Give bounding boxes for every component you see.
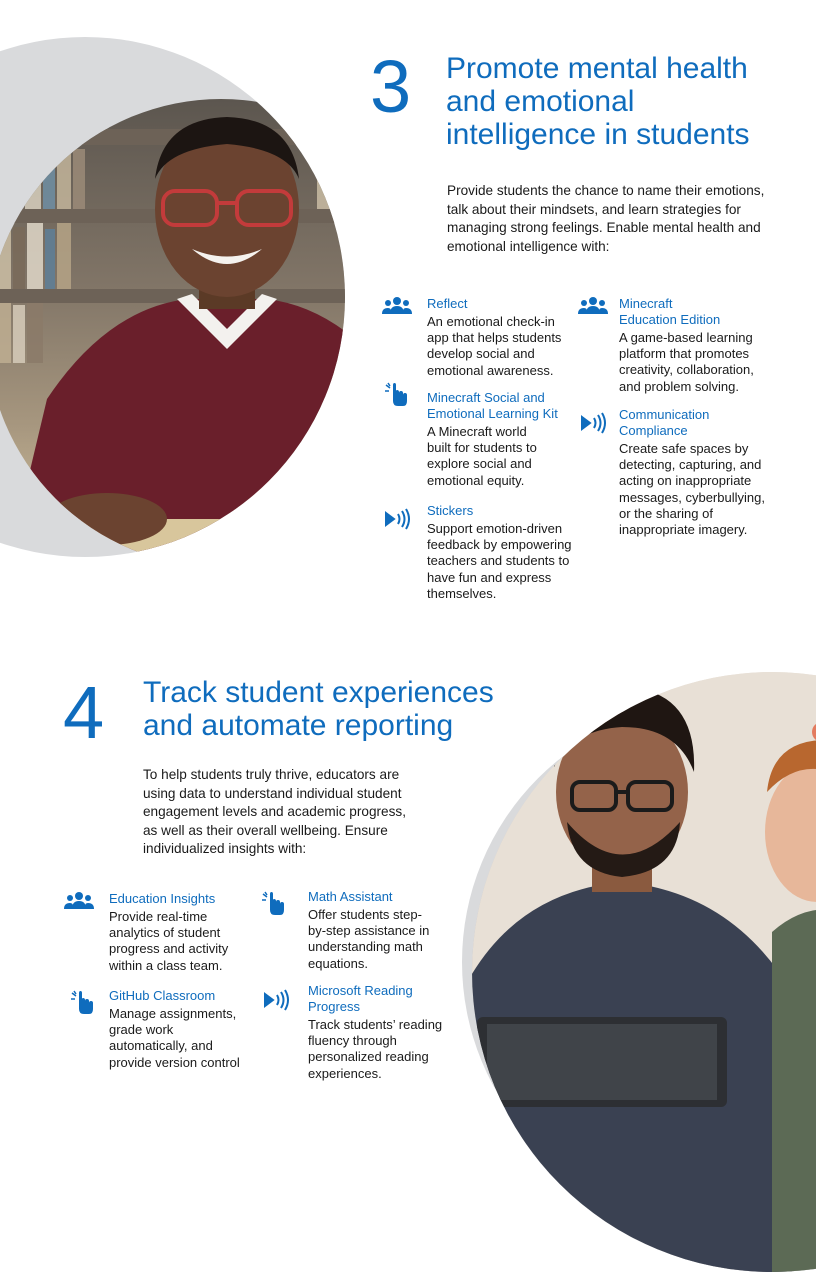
feature-reflect: [382, 296, 582, 379]
feature-description: Offer students step-by-step assistance in understanding math equations.: [308, 907, 430, 971]
speaker-waves-icon: [261, 989, 291, 1013]
speaker-waves-icon: [578, 412, 608, 436]
teacher-student-photo: [472, 672, 816, 1272]
feature-communication-compliance: [578, 407, 798, 538]
hand-pointer-icon: [70, 990, 100, 1014]
feature-description: Track students’ reading fluency through personalized reading experiences.: [308, 1017, 443, 1081]
hand-pointer-icon: [261, 891, 291, 915]
student-photo: [0, 37, 345, 557]
speaker-waves-icon: [382, 508, 412, 532]
feature-title: Minecraft Social and Emotional Learning Kit: [427, 390, 558, 421]
teacher-illustration: [472, 672, 816, 1272]
feature-description: An emotional check-in app that helps students develop social and emotional awareness.: [427, 314, 562, 378]
feature-title: Math Assistant: [308, 889, 393, 904]
feature-minecraft-education: [578, 296, 778, 395]
feature-math-assistant: [261, 889, 461, 972]
feature-education-insights: [64, 891, 264, 974]
feature-title: Microsoft Reading Progress: [308, 983, 413, 1014]
feature-description: Provide real-time analytics of student progress and activity within a class team.: [109, 909, 229, 973]
section-3-number: 3: [370, 45, 412, 128]
feature-title: Stickers: [427, 503, 474, 518]
feature-github-classroom: [64, 988, 264, 1071]
feature-description: Manage assignments, grade work automatically, and provide version control: [109, 1006, 240, 1070]
people-icon: [578, 296, 608, 320]
feature-title: GitHub Classroom: [109, 988, 216, 1003]
section-3-heading: Promote mental health and emotional intelligence in students: [446, 52, 750, 151]
feature-stickers: [382, 503, 582, 602]
feature-title: Education Insights: [109, 891, 216, 906]
feature-title: Reflect: [427, 296, 468, 311]
feature-description: A Minecraft world built for students to explore social and emotional equity.: [427, 424, 537, 488]
section-3-intro: Provide students the chance to name their emotions, talk about their mindsets, and learn strategies for managing strong feelings. Enable mental health and emotional intelligence with:: [447, 183, 765, 254]
section-4-number: 4: [63, 671, 105, 754]
feature-minecraft-sel-kit: [382, 390, 582, 489]
people-icon: [382, 296, 412, 320]
feature-title: Communication Compliance: [619, 407, 710, 438]
feature-reading-progress: [261, 983, 461, 1082]
feature-title: Minecraft Education Edition: [619, 296, 721, 327]
people-icon: [64, 891, 94, 915]
hand-pointer-icon: [384, 382, 414, 406]
section-4-heading: Track student experiences and automate reporting: [143, 676, 494, 742]
feature-description: Support emotion-driven feedback by empowering teachers and students to have fun and express themselves.: [427, 521, 572, 601]
feature-description: Create safe spaces by detecting, capturing, and acting on inappropriate messages, cyberbullying, or the sharing of inappropriate imagery.: [619, 441, 765, 538]
student-illustration: [0, 99, 345, 557]
feature-description: A game-based learning platform that promotes creativity, collaboration, and problem solving.: [619, 330, 754, 394]
section-4-intro: To help students truly thrive, educators are using data to understand individual student engagement levels and academic progress, as well as their overall wellbeing. Ensure individualized insights with:: [143, 767, 406, 856]
